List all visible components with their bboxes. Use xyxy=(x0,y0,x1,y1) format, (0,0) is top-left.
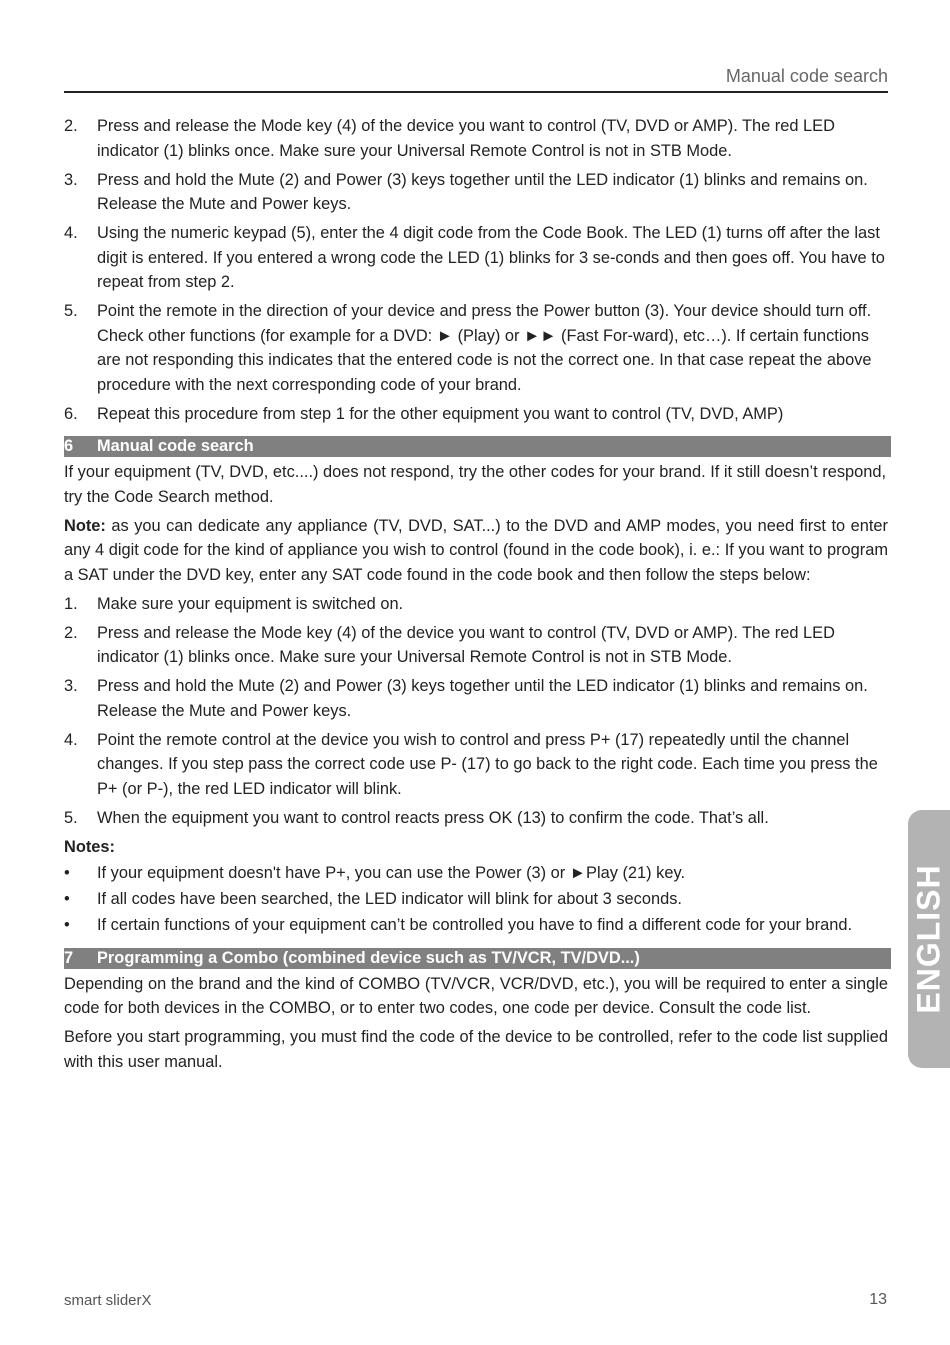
list-number: 5. xyxy=(64,808,78,827)
list-number: 5. xyxy=(64,302,78,320)
page-number: 13 xyxy=(869,1291,887,1308)
list-item xyxy=(64,299,888,397)
list-item xyxy=(64,592,888,617)
header-title: Manual code search xyxy=(725,66,888,86)
list-item xyxy=(64,674,888,723)
bullet-dot-icon: • xyxy=(64,864,70,882)
bullet-text: If all codes have been searched, the LED indicator will blink for about 3 seconds. xyxy=(97,890,682,908)
list-item xyxy=(64,168,888,217)
list-number: 1. xyxy=(64,594,78,613)
list-text: Point the remote in the direction of your device and press the Power button (3). Your device should turn off. Check other functions (for example for a DVD: ► (Play) or ►► (Fast For-ward), etc…). If certain functions are not responding this indicates that the entered code is not the correct one. In that case repeat the above procedure with the next corresponding code of your brand. xyxy=(97,302,872,394)
page-content xyxy=(64,114,888,1079)
list-item xyxy=(64,728,888,802)
section-title: Manual code search xyxy=(97,437,254,455)
note-text: as you can dedicate any appliance (TV, DVD, SAT...) to the DVD and AMP modes, you need first to enter any 4 digit code for the kind of appliance you wish to control (found in the code book), i. e.: If you want to program a SAT under the DVD key, enter any SAT code found in the code book and then follow the steps below: xyxy=(64,516,888,584)
note-label: Note: xyxy=(64,516,106,535)
list-item xyxy=(64,114,888,163)
language-tab xyxy=(908,810,950,1068)
list-number: 4. xyxy=(64,730,78,749)
section-number: 6 xyxy=(64,437,74,455)
bullet-dot-icon: • xyxy=(64,916,70,934)
bullet-text: If your equipment doesn't have P+, you can use the Power (3) or ►Play (21) key. xyxy=(97,864,686,882)
section-7-paragraph: Depending on the brand and the kind of COMBO (TV/VCR, VCR/DVD, etc.), you will be required to enter a single code for both devices in the COMBO, or to enter two codes, one code per device. Consult the code list. xyxy=(64,974,888,1017)
list-text: Press and hold the Mute (2) and Power (3) keys together until the LED indicator (1) blinks and remains on. Release the Mute and Power keys. xyxy=(97,170,868,213)
list-number: 3. xyxy=(64,677,78,695)
bullet-text: If certain functions of your equipment can’t be controlled you have to find a different code for your brand. xyxy=(97,916,853,934)
list-item xyxy=(64,621,888,670)
bullet-item xyxy=(64,913,888,938)
bullet-item xyxy=(64,861,888,886)
list-item xyxy=(64,221,888,295)
list-number: 3. xyxy=(64,170,78,189)
footer-brand: smart sliderX xyxy=(64,1292,152,1309)
section-number: 7 xyxy=(64,948,74,967)
list-item xyxy=(64,806,888,831)
list-text: Using the numeric keypad (5), enter the 4 digit code from the Code Book. The LED (1) turns off after the last digit is entered. If you entered a wrong code the LED (1) blinks for 3 se-conds and then goes off. You have to repeat from step 2. xyxy=(97,224,885,291)
list-number: 6. xyxy=(64,404,78,423)
list-text: Make sure your equipment is switched on. xyxy=(97,594,404,613)
section-7-heading xyxy=(64,948,891,969)
list-number: 2. xyxy=(64,623,78,642)
section-7-paragraph: Before you start programming, you must find the code of the device to be controlled, refer to the code list supplied with this user manual. xyxy=(64,1028,888,1071)
language-tab-label: ENGLISH xyxy=(910,864,947,1014)
section-6-heading xyxy=(64,436,891,457)
note-paragraph xyxy=(64,514,888,588)
page-header xyxy=(64,64,888,93)
list-number: 4. xyxy=(64,224,78,242)
list-text: Press and hold the Mute (2) and Power (3) keys together until the LED indicator (1) blinks and remains on. Release the Mute and Power keys. xyxy=(97,677,868,720)
list-text: Press and release the Mode key (4) of the device you want to control (TV, DVD or AMP). The red LED indicator (1) blinks once. Make sure your Universal Remote Control is not in STB Mode. xyxy=(97,623,835,666)
list-text: Point the remote control at the device you wish to control and press P+ (17) repeatedly until the channel changes. If you step pass the correct code use P- (17) to go back to the right code. Each time you press the P+ (or P-), the red LED indicator will blink. xyxy=(97,730,878,798)
list-number: 2. xyxy=(64,117,78,135)
list-text: Press and release the Mode key (4) of the device you want to control (TV, DVD or AMP). The red LED indicator (1) blinks once. Make sure your Universal Remote Control is not in STB Mode. xyxy=(97,117,835,160)
list-text: When the equipment you want to control reacts press OK (13) to confirm the code. That’s all. xyxy=(97,808,769,827)
list-text: Repeat this procedure from step 1 for the other equipment you want to control (TV, DVD, AMP) xyxy=(97,404,784,423)
bullet-item xyxy=(64,887,888,912)
list-item xyxy=(64,402,888,427)
notes-label: Notes: xyxy=(64,837,115,856)
section-6-intro: If your equipment (TV, DVD, etc....) does not respond, try the other codes for your brand. If it still doesn’t respond, try the Code Search method. xyxy=(64,463,887,506)
bullet-dot-icon: • xyxy=(64,890,70,908)
section-title: Programming a Combo (combined device such as TV/VCR, TV/DVD...) xyxy=(97,948,640,967)
